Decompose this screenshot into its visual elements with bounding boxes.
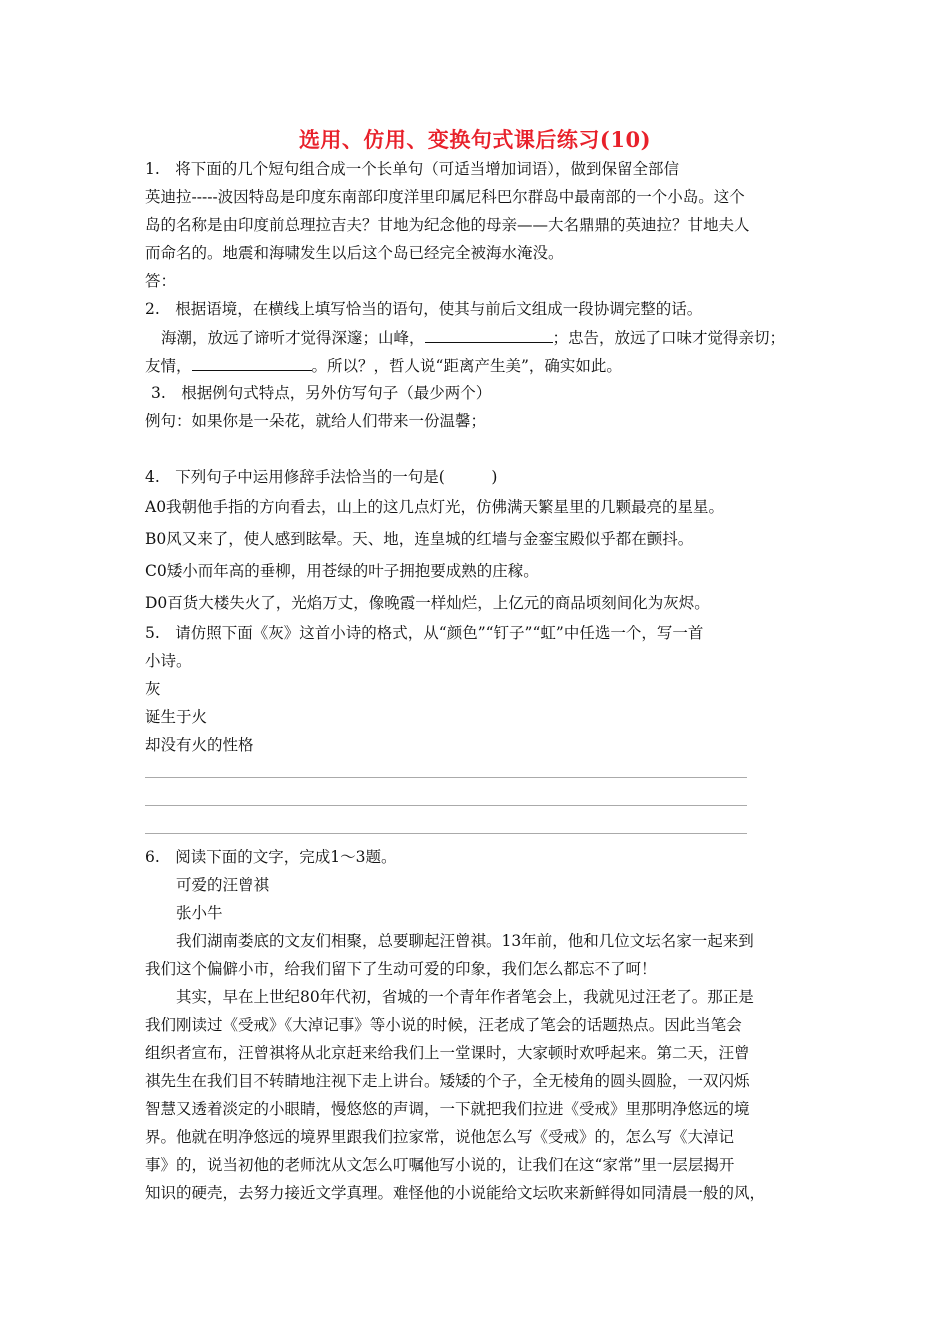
q4-option-a: A0我朝他手指的方向看去，山上的这几点灯光，仿佛满天繁星里的几颗最亮的星星。 — [145, 498, 725, 516]
q2-text-line-3 — [145, 354, 622, 377]
q5-answer-line-1[interactable] — [145, 777, 747, 778]
q2-text-part-c: 友情， — [145, 357, 192, 375]
article-paragraph-2-line-8: 知识的硬壳，去努力接近文学真理。难怪他的小说能给文坛吹来新鲜得如同清晨一般的风， — [145, 1184, 766, 1202]
q2-blank-2[interactable] — [192, 354, 312, 371]
q3-prompt: 3. 根据例句式特点，另外仿写句子（最少两个） — [151, 384, 492, 402]
page-title: 选用、仿用、变换句式课后练习(10) — [298, 127, 652, 152]
q1-text-line-2: 英迪拉-----波因特岛是印度东南部印度洋里印属尼科巴尔群岛中最南部的一个小岛。这个 — [145, 188, 745, 206]
q5-poem-line-2: 诞生于火 — [145, 708, 208, 726]
article-paragraph-2-line-3: 组织者宣布，汪曾祺将从北京赶来给我们上一堂课时，大家顿时欢呼起来。第二天，汪曾 — [145, 1044, 750, 1062]
q1-answer-label: 答： — [145, 272, 177, 290]
q6-prompt: 6. 阅读下面的文字，完成1～3题。 — [145, 848, 397, 866]
q5-answer-line-3[interactable] — [145, 833, 747, 834]
q2-blank-1[interactable] — [425, 326, 553, 343]
article-author: 张小牛 — [176, 904, 223, 922]
article-paragraph-2-line-1: 其实，早在上世纪80年代初，省城的一个青年作者笔会上，我就见过汪老了。那正是 — [176, 988, 754, 1006]
q3-example: 例句：如果你是一朵花，就给人们带来一份温馨； — [145, 412, 487, 430]
article-paragraph-2-line-6: 界。他就在明净悠远的境界里跟我们拉家常，说他怎么写《受戒》的，怎么写《大淖记 — [145, 1128, 735, 1146]
q4-option-b: B0风又来了，使人感到眩晕。天、地，连皇城的红墙与金銮宝殿似乎都在颤抖。 — [145, 530, 694, 548]
article-paragraph-2-line-7: 事》的，说当初他的老师沈从文怎么叮嘱他写小说的，让我们在这“家常”里一层层揭开 — [145, 1156, 735, 1174]
q4-option-c: C0矮小而年高的垂柳，用苍绿的叶子拥抱要成熟的庄稼。 — [145, 562, 539, 580]
q2-text-part-a: 海潮，放远了谛听才觉得深邃；山峰， — [161, 329, 425, 347]
q4-prompt: 4. 下列句子中运用修辞手法恰当的一句是( ) — [145, 468, 498, 486]
q1-text-line-4: 而命名的。地震和海啸发生以后这个岛已经完全被海水淹没。 — [145, 244, 564, 262]
article-paragraph-1-line-2: 我们这个偏僻小市，给我们留下了生动可爱的印象，我们怎么都忘不了呵！ — [145, 960, 657, 978]
q2-text-part-b: ；忠告，放远了口味才觉得亲切； — [552, 329, 786, 347]
q4-option-d: D0百货大楼失火了，光焰万丈，像晚霞一样灿烂，上亿元的商品顷刻间化为灰烬。 — [145, 594, 710, 612]
article-paragraph-2-line-2: 我们刚读过《受戒》《大淖记事》等小说的时候，汪老成了笔会的话题热点。因此当笔会 — [145, 1016, 742, 1034]
q5-poem-line-1: 灰 — [145, 680, 161, 698]
q5-answer-line-2[interactable] — [145, 805, 747, 806]
q2-text-part-d: 。所以？，哲人说“距离产生美”，确实如此。 — [311, 357, 622, 375]
q5-poem-line-3: 却没有火的性格 — [145, 736, 254, 754]
q2-prompt: 2. 根据语境，在横线上填写恰当的语句，使其与前后文组成一段协调完整的话。 — [145, 300, 703, 318]
article-paragraph-1-line-1: 我们湖南娄底的文友们相聚，总要聊起汪曾祺。13年前，他和几位文坛名家一起来到 — [176, 932, 754, 950]
q5-prompt-line-1: 5. 请仿照下面《灰》这首小诗的格式，从“颜色”“钉子”“虹”中任选一个，写一首 — [145, 624, 704, 642]
article-paragraph-2-line-4: 祺先生在我们目不转睛地注视下走上讲台。矮矮的个子，全无棱角的圆头圆脸，一双闪烁 — [145, 1072, 750, 1090]
q1-text-line-3: 岛的名称是由印度前总理拉吉夫？甘地为纪念他的母亲——大名鼎鼎的英迪拉？甘地夫人 — [145, 216, 750, 234]
q5-prompt-line-2: 小诗。 — [145, 652, 192, 670]
q1-prompt-line-1: 1. 将下面的几个短句组合成一个长单句（可适当增加词语），做到保留全部信 — [145, 160, 680, 178]
article-paragraph-2-line-5: 智慧又透着淡定的小眼睛，慢悠悠的声调，一下就把我们拉进《受戒》里那明净悠远的境 — [145, 1100, 750, 1118]
article-title: 可爱的汪曾祺 — [176, 876, 270, 894]
q2-text-line-2 — [161, 326, 785, 349]
